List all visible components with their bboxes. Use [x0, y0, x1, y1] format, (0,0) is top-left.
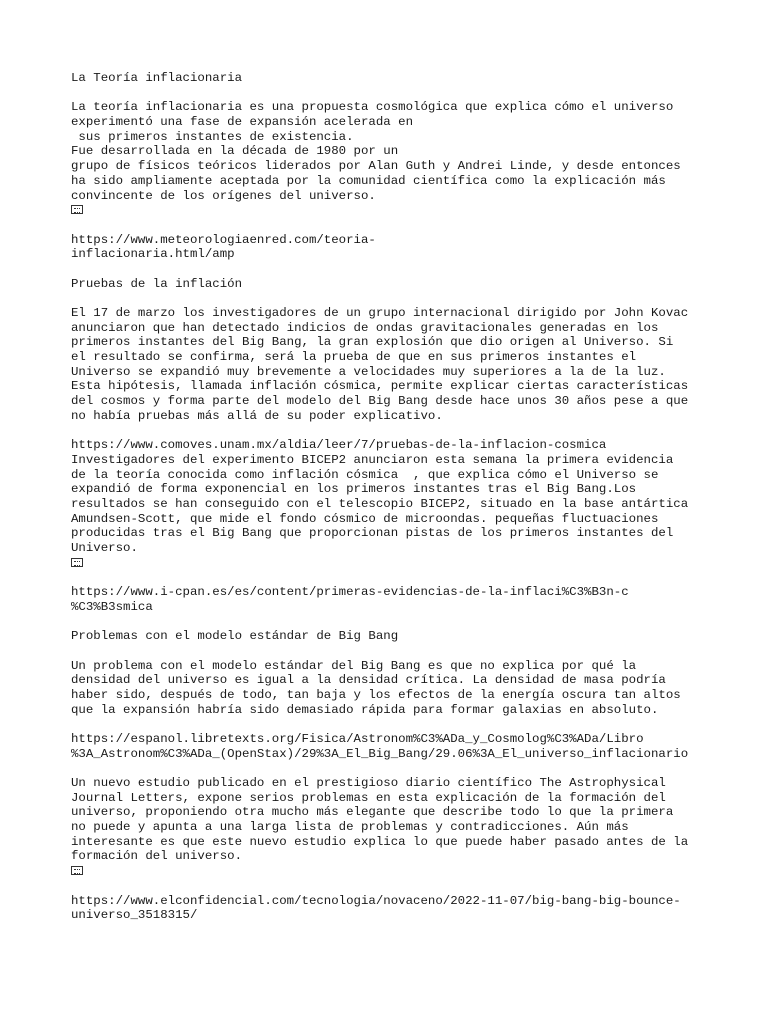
document-page	[71, 71, 711, 923]
missing-glyph-icon	[71, 866, 83, 875]
text-line: expandió de forma exponencial en los primeros instantes tras el Big Bang.Los	[71, 482, 637, 497]
section-heading-problemas: Problemas con el modelo estándar de Big Bang	[71, 629, 399, 644]
spacer	[71, 614, 711, 629]
text-line: Fue desarrollada en la década de 1980 por un	[71, 144, 399, 159]
url-line: %3A_Astronom%C3%ADa_(OpenStax)/29%3A_El_Big_Bang/29.06%3A_El_universo_inflacionario	[71, 746, 689, 761]
text-line: Universo se expandió muy brevemente a velocidades muy superiores a la de la luz.	[71, 364, 666, 379]
url-line: https://www.i-cpan.es/es/content/primeras-evidencias-de-la-inflaci%C3%B3n-c	[71, 585, 629, 600]
text-line: anunciaron que han detectado indicios de ondas gravitacionales generadas en los	[71, 320, 659, 335]
text-line: Un problema con el modelo estándar del Big Bang es que no explica por qué la	[71, 658, 637, 673]
text-line: del cosmos y forma parte del modelo del Big Bang desde hace unos 30 años pese a que	[71, 394, 689, 409]
url-line: universo_3518315/	[71, 908, 198, 923]
text-line: Investigadores del experimento BICEP2 anunciaron esta semana la primera evidencia	[71, 452, 674, 467]
missing-glyph-line	[71, 864, 711, 879]
text-line: Un nuevo estudio publicado en el prestigioso diario científico The Astrophysical	[71, 776, 666, 790]
spacer	[71, 218, 711, 233]
section-heading-pruebas: Pruebas de la inflación	[71, 276, 243, 291]
text-line: Universo.	[71, 541, 138, 555]
spacer	[71, 86, 711, 101]
url-line: %C3%B3smica	[71, 599, 153, 614]
source-link-1[interactable]	[71, 233, 711, 262]
text-line: densidad del universo es igual a la densidad crítica. La densidad de masa podría	[71, 673, 666, 688]
intro-paragraph	[71, 100, 711, 218]
text-line: primeros instantes del Big Bang, la gran explosión que dio origen al Universo. Si	[71, 335, 674, 350]
spacer	[71, 717, 711, 732]
text-line: universo, proponiendo otra mucho más elegante que describe todo lo que la primera	[71, 805, 674, 820]
url-line: https://www.elconfidencial.com/tecnologia/novaceno/2022-11-07/big-bang-big-bounce-	[71, 893, 681, 908]
missing-glyph-icon	[71, 205, 83, 214]
text-line: Esta hipótesis, llamada inflación cósmica, permite explicar ciertas características	[71, 379, 689, 394]
missing-glyph-line	[71, 556, 711, 571]
text-line: resultados se han conseguido con el telescopio BICEP2, situado en la base antártica	[71, 496, 689, 511]
text-line: haber sido, después de todo, tan baja y los efectos de la energía oscura tan altos	[71, 687, 681, 702]
text-line: de la teoría conocida como inflación cósmica , que explica cómo el Universo se	[71, 467, 659, 482]
source-link-5[interactable]	[71, 894, 711, 923]
text-line: El 17 de marzo los investigadores de un grupo internacional dirigido por John Kovac	[71, 306, 689, 320]
text-line: experimentó una fase de expansión acelerada en	[71, 115, 414, 130]
pruebas-paragraph	[71, 306, 711, 424]
url-line: inflacionaria.html/amp	[71, 247, 235, 262]
text-line: sus primeros instantes de existencia.	[71, 129, 354, 144]
spacer	[71, 761, 711, 776]
spacer	[71, 570, 711, 585]
text-line: ha sido ampliamente aceptada por la comunidad científica como la explicación más	[71, 173, 666, 188]
spacer	[71, 291, 711, 306]
text-line: que la expansión habría sido demasiado rápida para formar galaxias en absoluto.	[71, 702, 659, 717]
text-line: grupo de físicos teóricos liderados por Alan Guth y Andrei Linde, y desde entonces	[71, 159, 681, 174]
estudio-paragraph	[71, 776, 711, 879]
text-line: Amundsen-Scott, que mide el fondo cósmico de microondas. pequeñas fluctuaciones	[71, 511, 659, 526]
text-line: producidas tras el Big Bang que proporcionan pistas de los primeros instantes del	[71, 526, 674, 541]
spacer	[71, 424, 711, 439]
url-line: https://www.meteorologiaenred.com/teoria-	[71, 232, 376, 247]
url-line: https://espanol.libretexts.org/Fisica/Astronom%C3%ADa_y_Cosmolog%C3%ADa/Libro	[71, 731, 644, 746]
text-line: el resultado se confirma, será la prueba de que en sus primeros instantes el	[71, 350, 637, 365]
document-title: La Teoría inflacionaria	[71, 71, 243, 85]
text-line: interesante es que este nuevo estudio explica lo que puede haber pasado antes de la	[71, 834, 689, 849]
bicep2-paragraph	[71, 438, 711, 570]
text-line: Journal Letters, expone serios problemas en esta explicación de la formación del	[71, 790, 666, 805]
missing-glyph-icon	[71, 558, 83, 567]
text-line: La teoría inflacionaria es una propuesta cosmológica que explica cómo el universo	[71, 100, 674, 115]
spacer	[71, 644, 711, 659]
source-link-4[interactable]	[71, 732, 711, 761]
source-link-3[interactable]	[71, 585, 711, 614]
text-line: formación del universo.	[71, 849, 243, 864]
missing-glyph-line	[71, 203, 711, 218]
text-line: no había pruebas más allá de su poder explicativo.	[71, 408, 443, 423]
source-link-2[interactable]: https://www.comoves.unam.mx/aldia/leer/7/pruebas-de-la-inflacion-cosmica	[71, 438, 607, 453]
problemas-paragraph	[71, 659, 711, 718]
spacer	[71, 262, 711, 277]
text-line: convincente de los orígenes del universo.	[71, 188, 376, 203]
spacer	[71, 879, 711, 894]
text-line: no puede y apunta a una larga lista de problemas y contradicciones. Aún más	[71, 820, 629, 835]
